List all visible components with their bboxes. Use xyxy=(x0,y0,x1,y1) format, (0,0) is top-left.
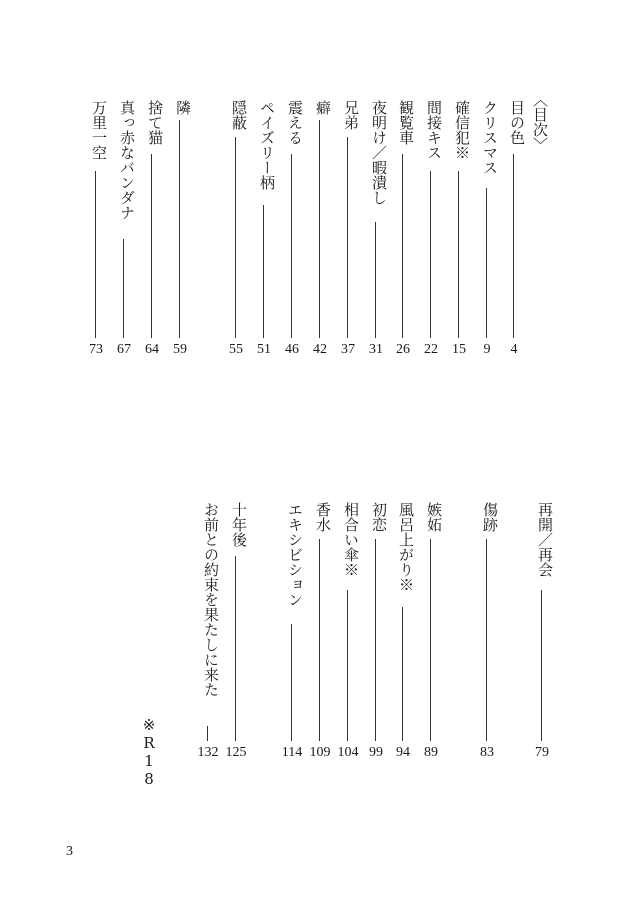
toc-page-number: 73 xyxy=(89,342,103,357)
toc-entry-title: エキシビション xyxy=(286,502,304,607)
toc-leader-line xyxy=(486,539,487,741)
toc-page-number: 59 xyxy=(173,342,187,357)
toc-entry-title: クリスマス xyxy=(481,100,499,175)
toc-leader-line xyxy=(458,171,459,338)
r18-note: ※R18 xyxy=(140,716,158,788)
toc-page-number: 104 xyxy=(337,745,359,760)
toc-leader-line xyxy=(235,137,236,338)
toc-entry-title: 嫉妬 xyxy=(425,502,443,532)
toc-page-number: 67 xyxy=(117,342,131,357)
toc-leader-line xyxy=(291,624,292,741)
toc-leader-line xyxy=(402,154,403,338)
toc-page-number: 114 xyxy=(281,745,303,760)
toc-leader-line xyxy=(513,154,514,338)
toc-entry-title: 癖 xyxy=(314,100,332,115)
toc-entry-title: 相合い傘※ xyxy=(342,502,360,577)
toc-page-number: 37 xyxy=(341,342,355,357)
toc-page-number: 89 xyxy=(424,745,438,760)
toc-page-number: 125 xyxy=(225,745,247,760)
toc-leader-line xyxy=(319,539,320,741)
toc-leader-line xyxy=(319,120,320,338)
toc-page-number: 31 xyxy=(369,342,383,357)
toc-leader-line xyxy=(263,205,264,338)
toc-entry-title: 初恋 xyxy=(370,502,388,532)
toc-page-number: 99 xyxy=(369,745,383,760)
toc-entry-title: ペイズリー柄 xyxy=(258,100,276,190)
toc-leader-line xyxy=(179,120,180,338)
toc-leader-line xyxy=(430,171,431,338)
toc-entry-title: 捨て猫 xyxy=(146,100,164,145)
toc-leader-line xyxy=(347,137,348,338)
toc-entry-title: 間接キス xyxy=(425,100,443,160)
toc-page-number: 4 xyxy=(510,342,518,357)
toc-leader-line xyxy=(207,726,208,741)
toc-page-number: 55 xyxy=(229,342,243,357)
toc-heading: 〈目次〉 xyxy=(531,92,549,152)
toc-page-number: 79 xyxy=(535,745,549,760)
toc-entry-title: 夜明け／暇潰し xyxy=(370,100,388,205)
toc-entry-title: 香水 xyxy=(314,502,332,532)
toc-leader-line xyxy=(291,154,292,338)
toc-entry-title: 十年後 xyxy=(230,502,248,547)
toc-page-number: 15 xyxy=(452,342,466,357)
toc-entry-title: 兄弟 xyxy=(342,100,360,130)
toc-leader-line xyxy=(375,222,376,338)
toc-page-number: 26 xyxy=(396,342,410,357)
toc-entry-title: 再開／再会 xyxy=(536,502,554,577)
toc-page-number: 9 xyxy=(483,342,491,357)
toc-entry-title: 隠蔽 xyxy=(230,100,248,130)
toc-leader-line xyxy=(95,171,96,338)
toc-entry-title: 確信犯※ xyxy=(453,100,471,160)
toc-page-number: 51 xyxy=(257,342,271,357)
toc-page-number: 132 xyxy=(197,745,219,760)
toc-page-number: 83 xyxy=(480,745,494,760)
toc-leader-line xyxy=(375,539,376,741)
toc-leader-line xyxy=(347,590,348,741)
toc-entry-title: 万里一空 xyxy=(90,100,108,160)
toc-entry-title: 観覧車 xyxy=(397,100,415,145)
toc-page-number: 109 xyxy=(309,745,331,760)
toc-page-number: 64 xyxy=(145,342,159,357)
toc-entry-title: 目の色 xyxy=(508,100,526,145)
toc-page-number: 46 xyxy=(285,342,299,357)
page-number: 3 xyxy=(66,844,73,859)
toc-leader-line xyxy=(430,539,431,741)
toc-entry-title: 震える xyxy=(286,100,304,145)
toc-leader-line xyxy=(151,154,152,338)
toc-entry-title: 隣 xyxy=(174,100,192,115)
toc-page-number: 42 xyxy=(313,342,327,357)
toc-leader-line xyxy=(402,607,403,741)
toc-entry-title: 風呂上がり※ xyxy=(397,502,415,592)
toc-leader-line xyxy=(486,188,487,338)
toc-leader-line xyxy=(235,556,236,741)
toc-leader-line xyxy=(123,239,124,338)
toc-page-number: 94 xyxy=(396,745,410,760)
toc-page-number: 22 xyxy=(424,342,438,357)
toc-leader-line xyxy=(541,590,542,741)
toc-entry-title: 傷跡 xyxy=(481,502,499,532)
toc-entry-title: お前との約束を果たしに来た xyxy=(202,502,220,697)
toc-entry-title: 真っ赤なバンダナ xyxy=(118,100,136,220)
